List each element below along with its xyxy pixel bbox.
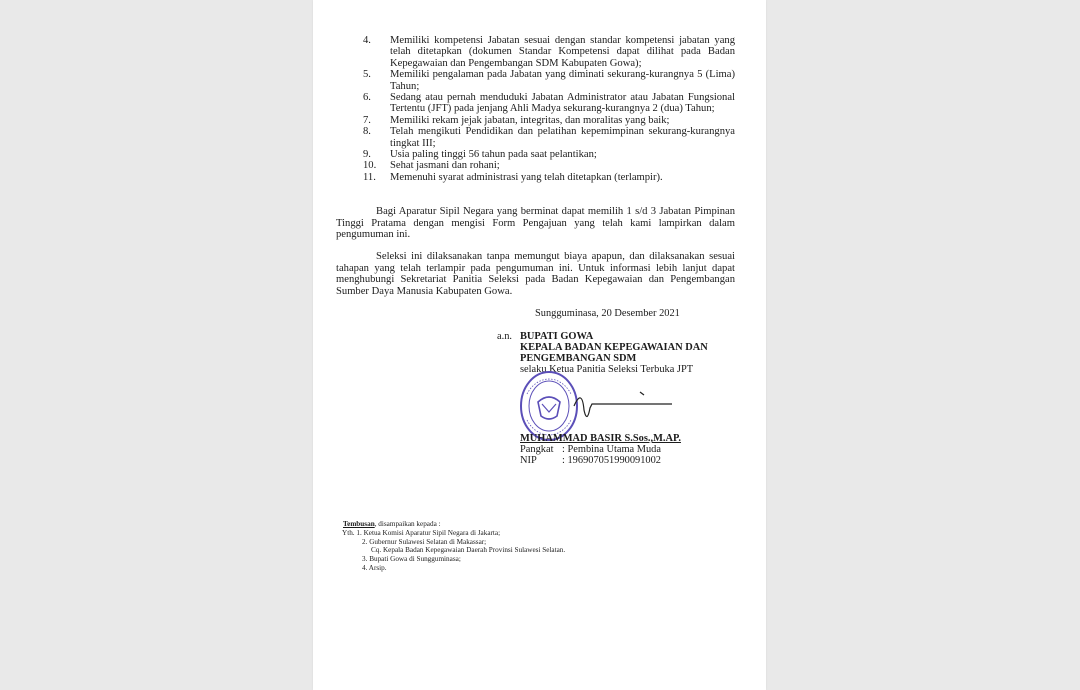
rank-label: Pangkat [520, 444, 554, 455]
signer-role: selaku Ketua Panitia Seleksi Terbuka JPT [520, 364, 694, 375]
list-item: 10. Sehat jasmani dan rohani; [363, 160, 500, 172]
title-pengembangan: PENGEMBANGAN SDM [520, 353, 637, 364]
list-item: 9. Usia paling tinggi 56 tahun pada saat pelantikan; [363, 149, 597, 161]
list-item: 11. Memenuhi syarat administrasi yang telah ditetapkan (terlampir). [363, 171, 663, 183]
an-label: a.n. [497, 331, 513, 342]
nip-label: NIP [520, 455, 537, 466]
list-item: 1. Ketua Komisi Aparatur Sipil Negara di Jakarta; [356, 528, 501, 537]
paragraph-application: Bagi Aparatur Sipil Negara yang berminat dapat memilih 1 s/d 3 Jabatan Pimpinan Tinggi Pratama dengan mengisi Form Pengajuan yang telah kami lampirkan dalam pengumuman ini. [336, 206, 735, 241]
list-item: 5. Memiliki pengalaman pada Jabatan yang diminati sekurang-kurangnya 5 (Lima) Tahun; [363, 69, 735, 92]
yth-label: Yth. [342, 528, 355, 537]
list-item: 6. Sedang atau pernah menduduki Jabatan Administrator atau Jabatan Fungsional Tertentu (JFT) pada jenjang Ahli Madya sekurang-kurangnya 2 (dua) Tahun; [363, 92, 735, 115]
list-item: 3. Bupati Gowa di Sungguminasa; [362, 555, 461, 564]
nip-value: : 196907051990091002 [562, 455, 662, 466]
tembusan-heading: Tembusan [343, 520, 375, 528]
title-kepala-badan: KEPALA BADAN KEPEGAWAIAN DAN [520, 342, 708, 353]
list-item: 8. Telah mengikuti Pendidikan dan pelatihan kepemimpinan sekurang-kurangnya tingkat III; [363, 126, 735, 149]
requirements-list [363, 35, 735, 183]
official-stamp-icon [518, 364, 580, 444]
list-item: 2. Gubernur Sulawesi Selatan di Makassar; [362, 537, 487, 546]
title-bupati: BUPATI GOWA [520, 331, 594, 342]
list-item: 4. Memiliki kompetensi Jabatan sesuai dengan standar kompetensi jabatan yang telah ditetapkan (dokumen Standar Kompetensi dapat dilihat pada Badan Kepegawaian dan Pengembangan SDM Kabupaten Gowa); [363, 35, 735, 69]
tembusan-section: Tembusan, disampaikan kepada : Yth. 1. Ketua Komisi Aparatur Sipil Negara di Jakarta; 2. Gubernur Sulawesi Selatan di Makassar; Cq. Kepala Badan Kepegawaian Daerah Provinsi Sulawesi Selatan. 3. Bupati Gowa di Sungguminasa; 4. Arsip. [343, 520, 663, 573]
rank-value: : Pembina Utama Muda [562, 444, 661, 455]
place-date: Sungguminasa, 20 Desember 2021 [535, 308, 680, 319]
list-item: Cq. Kepala Badan Kepegawaian Daerah Provinsi Sulawesi Selatan. [371, 546, 566, 555]
list-item: 4. Arsip. [362, 563, 387, 572]
signer-name: MUHAMMAD BASIR S.Sos.,M.AP. [520, 433, 681, 444]
signature-icon [572, 384, 676, 424]
paragraph-selection-info: Seleksi ini dilaksanakan tanpa memungut biaya apapun, dan dilaksanakan sesuai tahapan yang telah terlampir pada pengumuman ini. Untuk informasi lebih lanjut dapat menghubungi Sekretariat Panitia Seleksi pada Badan Kepegawaian dan Pengembangan Sumber Daya Manusia Kabupaten Gowa. [336, 251, 735, 297]
list-item: 7. Memiliki rekam jejak jabatan, integritas, dan moralitas yang baik; [363, 114, 670, 126]
